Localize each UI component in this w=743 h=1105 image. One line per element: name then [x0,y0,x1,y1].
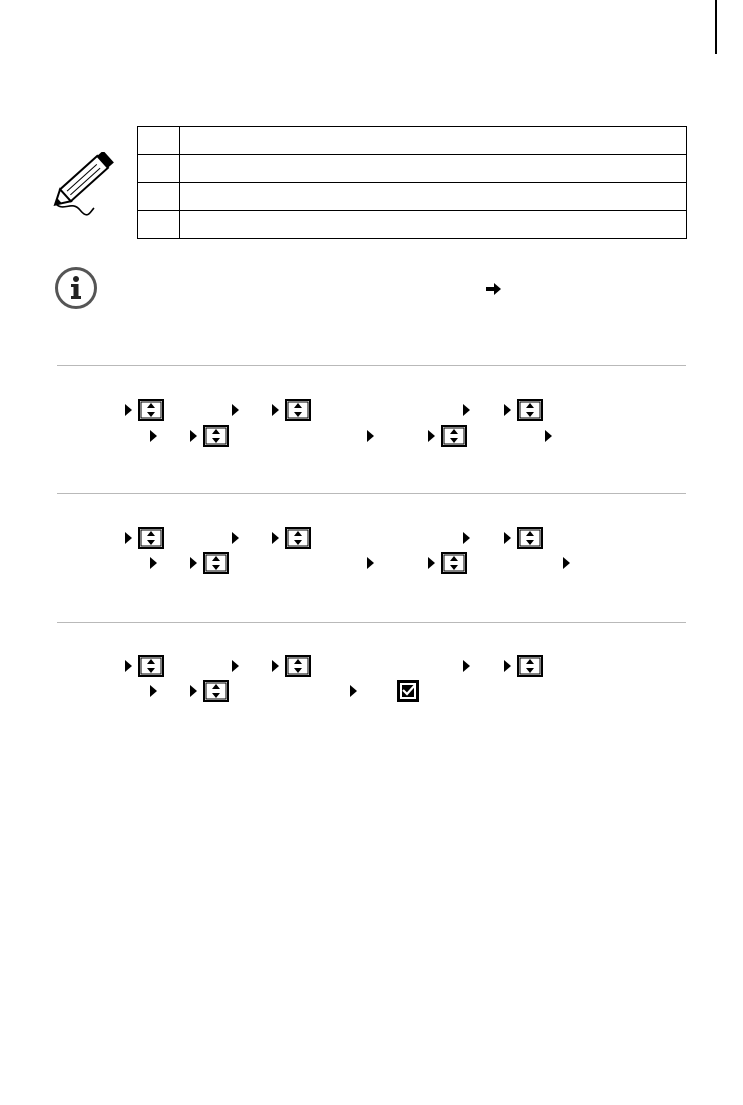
notes-cell [138,211,180,239]
page-edge-marker [715,0,717,54]
triangle-right-icon [367,557,374,569]
triangle-right-icon [232,532,239,544]
navigation-key-icon[interactable] [138,399,164,421]
navigation-key-icon[interactable] [441,425,467,447]
triangle-right-icon [504,532,511,544]
notes-cell [138,155,180,183]
section-divider [57,365,686,366]
notes-cell [180,127,687,155]
triangle-right-icon [428,430,435,442]
triangle-right-icon [150,557,157,569]
navigation-key-icon[interactable] [285,399,311,421]
triangle-right-icon [504,660,511,672]
info-icon [54,266,98,310]
triangle-right-icon [463,660,470,672]
triangle-right-icon [563,557,570,569]
triangle-right-icon [125,532,132,544]
triangle-right-icon [125,404,132,416]
triangle-right-icon [463,404,470,416]
checkbox-checked-icon[interactable] [397,680,419,702]
arrow-right-icon [486,281,502,297]
notes-cell [180,183,687,211]
navigation-key-icon[interactable] [138,527,164,549]
section-divider [57,622,686,623]
triangle-right-icon [272,404,279,416]
triangle-right-icon [190,685,197,697]
navigation-key-icon[interactable] [517,655,543,677]
triangle-right-icon [190,430,197,442]
triangle-right-icon [232,404,239,416]
triangle-right-icon [463,532,470,544]
navigation-key-icon[interactable] [441,552,467,574]
triangle-right-icon [232,660,239,672]
triangle-right-icon [272,532,279,544]
navigation-key-icon[interactable] [203,425,229,447]
pencil-icon [50,152,124,218]
section-divider [57,493,686,494]
navigation-key-icon[interactable] [517,527,543,549]
triangle-right-icon [272,660,279,672]
triangle-right-icon [545,430,552,442]
notes-cell [180,211,687,239]
triangle-right-icon [504,404,511,416]
triangle-right-icon [125,660,132,672]
notes-row [138,155,687,183]
triangle-right-icon [350,685,357,697]
notes-cell [138,127,180,155]
navigation-key-icon[interactable] [517,399,543,421]
notes-row [138,127,687,155]
notes-row [138,183,687,211]
notes-cell [180,155,687,183]
triangle-right-icon [190,557,197,569]
notes-table [137,126,687,239]
navigation-key-icon[interactable] [285,527,311,549]
navigation-key-icon[interactable] [203,680,229,702]
triangle-right-icon [150,430,157,442]
triangle-right-icon [150,685,157,697]
notes-row [138,211,687,239]
triangle-right-icon [428,557,435,569]
navigation-key-icon[interactable] [203,552,229,574]
triangle-right-icon [367,430,374,442]
navigation-key-icon[interactable] [138,655,164,677]
notes-cell [138,183,180,211]
navigation-key-icon[interactable] [285,655,311,677]
